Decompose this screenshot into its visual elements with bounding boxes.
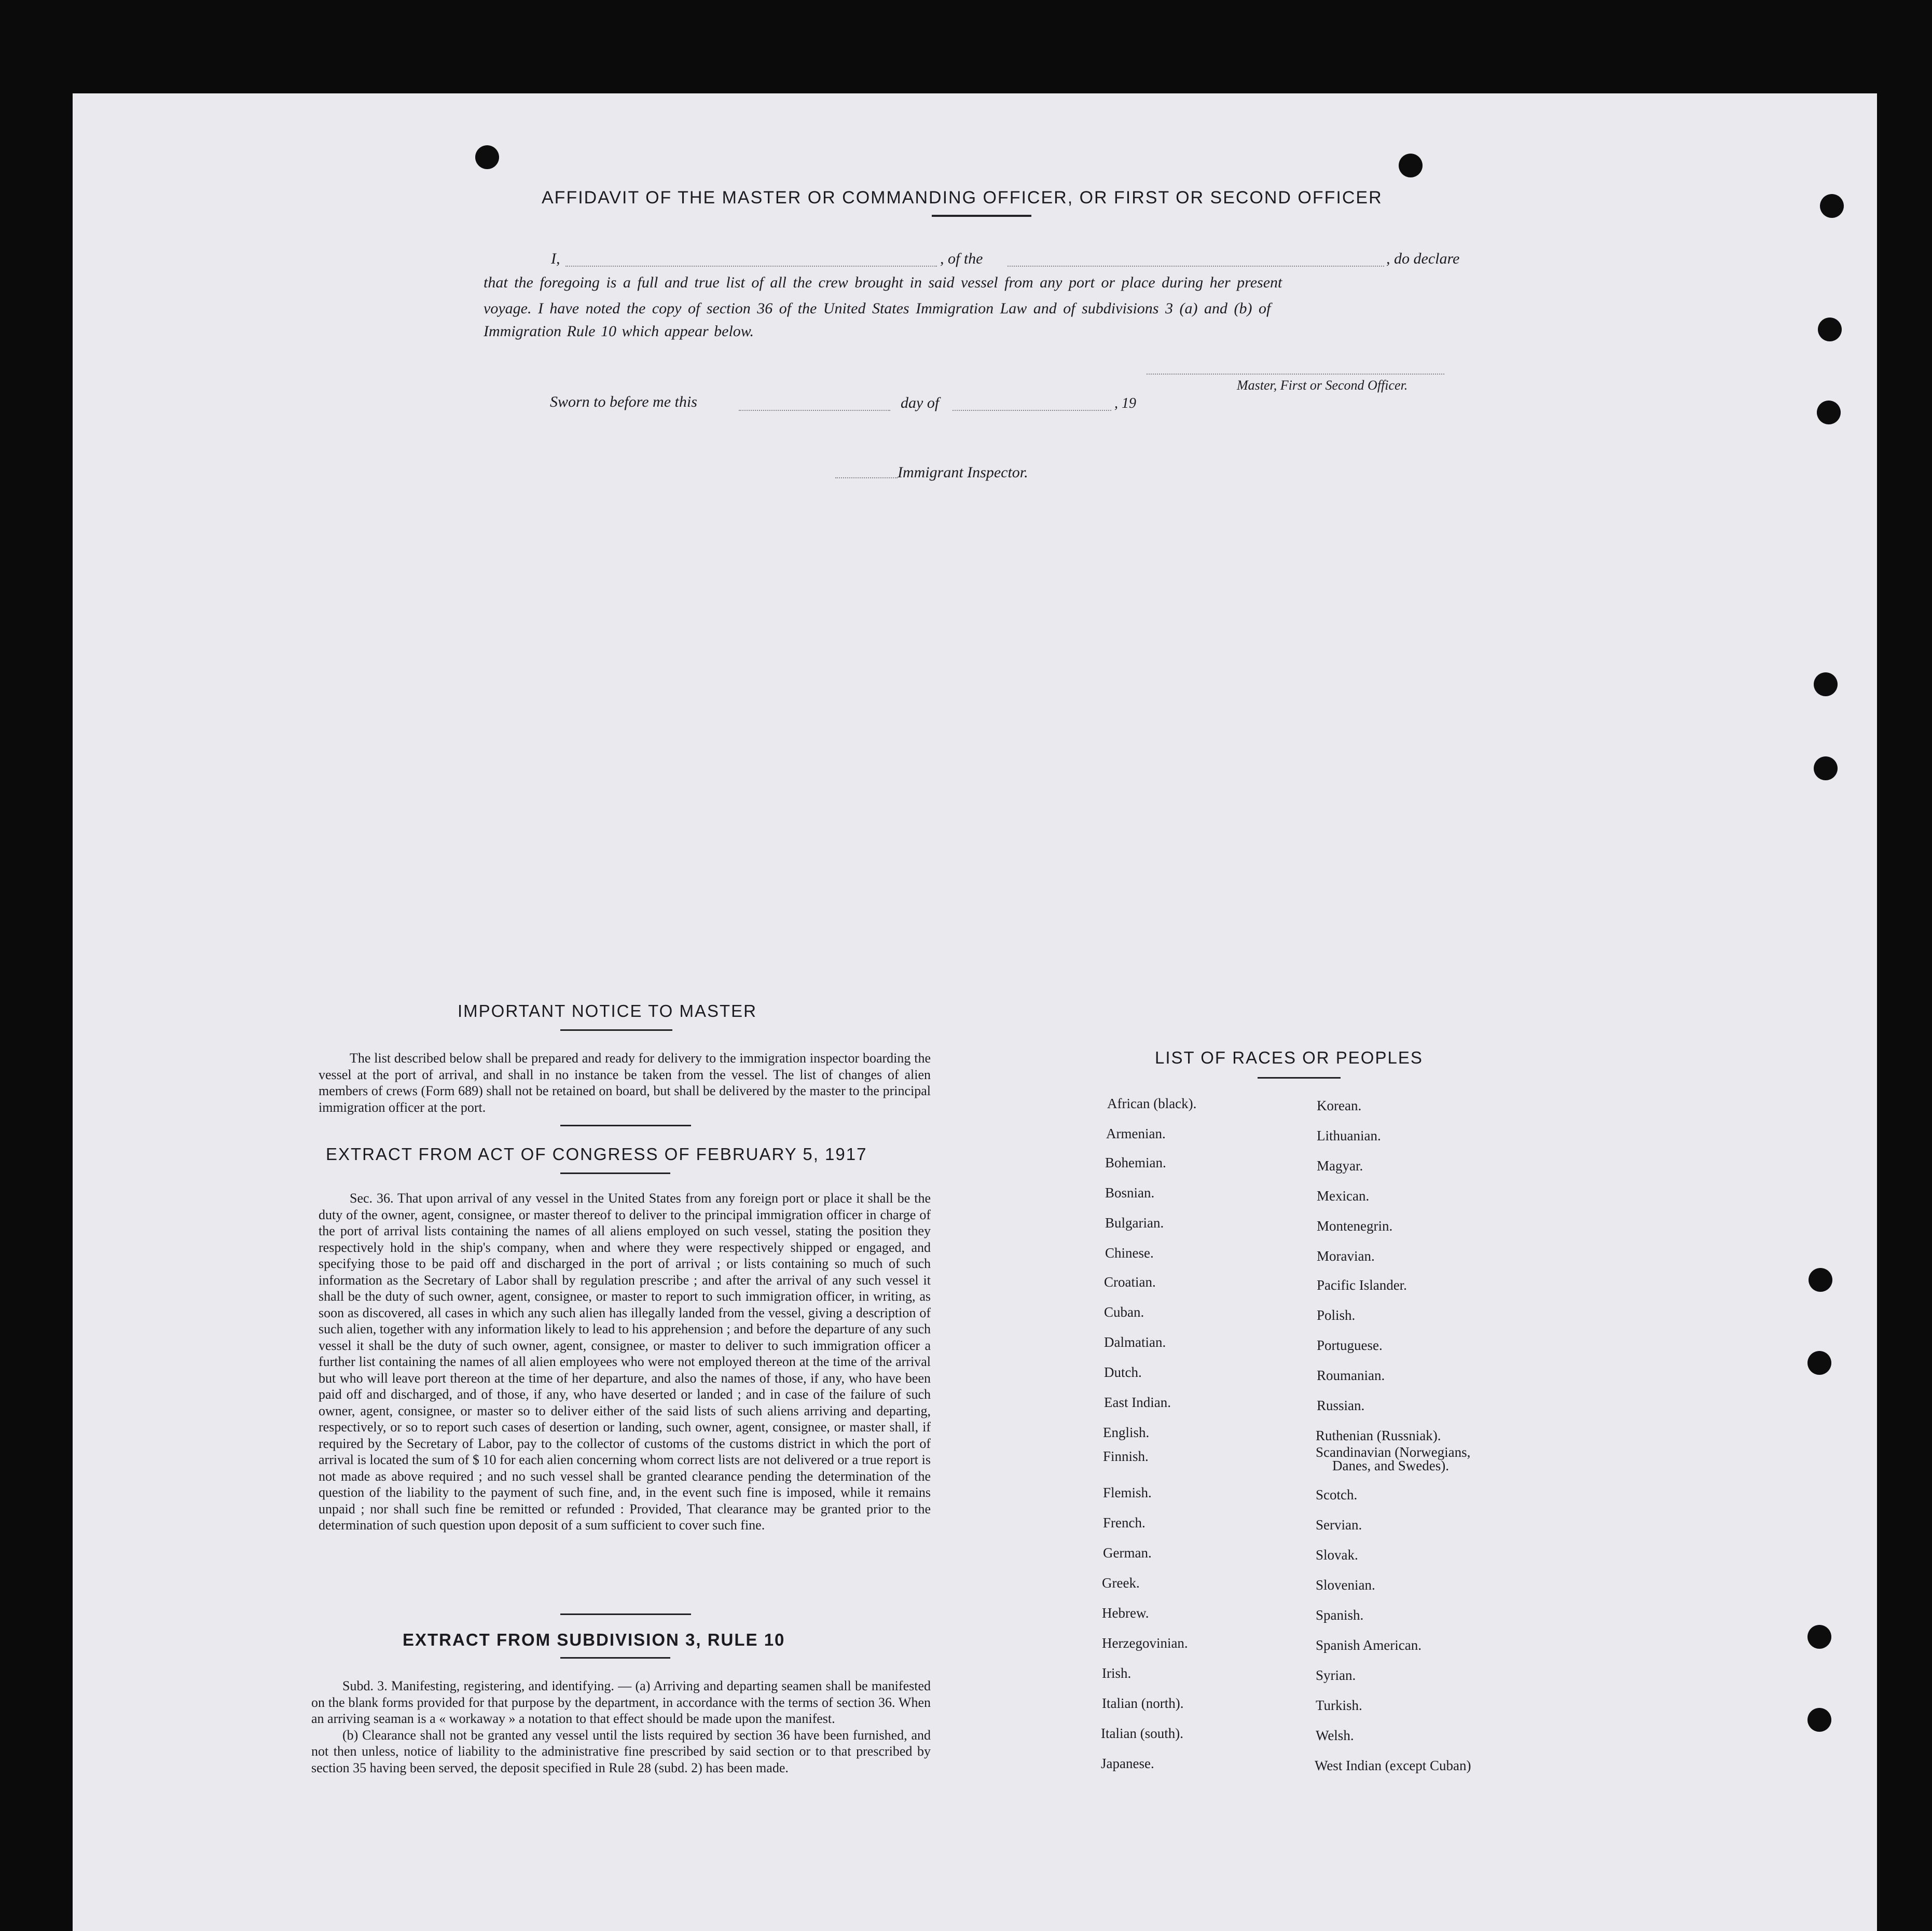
affidavit-line: voyage. I have noted the copy of section 36 of the United States Immigration Law and of subdivisions 3 (a) and (b) of	[484, 300, 1271, 317]
race-item: Italian (north).	[1102, 1695, 1184, 1711]
race-item: Polish.	[1317, 1307, 1356, 1323]
race-item: German.	[1103, 1545, 1152, 1561]
race-item: Ruthenian (Russniak).	[1316, 1428, 1441, 1443]
race-item: Lithuanian.	[1317, 1128, 1381, 1143]
race-item: Spanish American.	[1316, 1637, 1422, 1653]
race-item: Russian.	[1317, 1398, 1365, 1413]
race-item: Chinese.	[1105, 1245, 1154, 1261]
race-item: Syrian.	[1316, 1667, 1356, 1683]
rule-underline	[560, 1657, 670, 1659]
races-underline	[1258, 1077, 1341, 1079]
race-item: Scandinavian (Norwegians,	[1316, 1444, 1471, 1460]
punch-hole	[1814, 672, 1838, 696]
punch-hole	[1807, 1708, 1831, 1732]
punch-hole	[1817, 401, 1841, 424]
race-item: Turkish.	[1316, 1698, 1362, 1713]
affidavit-line: Immigration Rule 10 which appear below.	[484, 323, 754, 340]
signature-blank	[1147, 374, 1444, 375]
sworn-label: Sworn to before me this	[550, 393, 697, 410]
affidavit-of-the-label: , of the	[940, 250, 983, 267]
race-item: Slovenian.	[1316, 1577, 1375, 1593]
vessel-blank	[1008, 266, 1384, 267]
race-item: Moravian.	[1317, 1248, 1375, 1264]
punch-hole	[1809, 1268, 1832, 1292]
notice-title: IMPORTANT NOTICE TO MASTER	[458, 1001, 757, 1020]
race-item: Bohemian.	[1105, 1155, 1166, 1170]
punch-hole	[475, 145, 499, 169]
year-label: , 19	[1114, 395, 1136, 411]
affidavit-line: that the foregoing is a full and true list of all the crew brought in said vessel from any port or place during her present	[484, 274, 1282, 291]
race-item: Roumanian.	[1317, 1368, 1385, 1383]
punch-hole	[1807, 1351, 1831, 1375]
race-item: Welsh.	[1316, 1728, 1354, 1743]
race-item: English.	[1103, 1425, 1150, 1440]
affidavit-i-label: I,	[551, 250, 560, 267]
affidavit-declare-label: , do declare	[1386, 250, 1460, 267]
act-title: EXTRACT FROM ACT OF CONGRESS OF FEBRUARY 5, 1917	[326, 1144, 867, 1164]
sworn-month-blank	[953, 410, 1111, 411]
race-item: Magyar.	[1317, 1158, 1363, 1174]
race-item: Italian (south).	[1101, 1726, 1183, 1741]
race-item: Dutch.	[1104, 1364, 1142, 1380]
form-page	[73, 93, 1877, 1931]
name-blank	[565, 266, 937, 267]
title-underline	[932, 215, 1031, 217]
race-item: West Indian (except Cuban)	[1315, 1758, 1471, 1773]
race-item: Hebrew.	[1102, 1605, 1149, 1621]
race-item: Mexican.	[1317, 1188, 1370, 1204]
races-title: LIST OF RACES OR PEOPLES	[1155, 1048, 1423, 1067]
race-item: Greek.	[1102, 1575, 1140, 1591]
race-item: Slovak.	[1316, 1547, 1358, 1563]
race-item: Dalmatian.	[1104, 1334, 1166, 1350]
race-item: Japanese.	[1101, 1756, 1154, 1771]
affidavit-title: AFFIDAVIT OF THE MASTER OR COMMANDING OFFICER, OR FIRST OR SECOND OFFICER	[542, 188, 1383, 208]
race-item: Irish.	[1102, 1665, 1131, 1681]
race-item: Finnish.	[1103, 1449, 1149, 1464]
race-item: Croatian.	[1104, 1274, 1156, 1290]
race-item: Cuban.	[1104, 1304, 1144, 1320]
punch-hole	[1399, 154, 1423, 177]
sworn-day-blank	[739, 410, 890, 411]
notice-body	[319, 1050, 931, 1115]
day-of-label: day of	[901, 394, 940, 411]
race-item: Servian.	[1316, 1517, 1362, 1533]
act-underline	[560, 1173, 670, 1174]
punch-hole	[1807, 1625, 1831, 1649]
race-item: African (black).	[1107, 1096, 1197, 1111]
race-item: Flemish.	[1103, 1485, 1152, 1500]
race-item: Danes, and Swedes).	[1332, 1458, 1449, 1473]
race-item: Portuguese.	[1317, 1337, 1383, 1353]
notice-text: The list described below shall be prepared and ready for delivery to the immigration inspector boarding the vessel at the port of arrival, and shall in no instance be taken from the vessel. The list of changes of alien members of crews (Form 689) shall not be retained on board, but shall be delivered by the master to the principal immigration officer at the port.	[319, 1051, 931, 1115]
race-item: Bosnian.	[1105, 1185, 1155, 1201]
rule-para-a: Subd. 3. Manifesting, registering, and identifying. — (a) Arriving and departing seamen shall be manifested on the blank forms provided for that purpose by the department, in accordance with the terms of section 36. When an arriving seaman is a « workaway » a notation to that effect should be made upon the manifest.	[311, 1678, 931, 1726]
notice-underline	[560, 1029, 672, 1031]
section-divider	[560, 1125, 691, 1126]
race-item: Armenian.	[1106, 1126, 1166, 1141]
rule-para-b: (b) Clearance shall not be granted any vessel until the lists required by section 36 have been furnished, and not then unless, notice of liability to the administrative fine prescribed by said section or to that prescribed by section 35 having been served, the deposit specified in Rule 28 (subd. 2) has been made.	[311, 1727, 931, 1775]
race-item: French.	[1103, 1515, 1146, 1530]
inspector-blank	[835, 477, 898, 478]
punch-hole	[1818, 318, 1842, 341]
race-item: Spanish.	[1316, 1607, 1364, 1623]
act-text: Sec. 36. That upon arrival of any vessel in the United States from any foreign port or place it shall be the duty of the owner, agent, consignee, or master thereof to deliver to the principal immigration officer in charge of the port of arrival lists containing the names of all aliens employed on such vessel, stating the position they respectively hold in the ship's company, when and where they were respectively shipped or engaged, and specifying those to be paid off and discharged in the port of arrival ; or lists containing so much of such information as the Secretary of Labor shall by regulation prescribe ; and after the arrival of any such vessel it shall be the duty of such owner, agent, consignee, or master to report to such immigration officer, in writing, as soon as discovered, all cases in which any such alien has illegally landed from the vessel, giving a description of such alien, together with any information likely to lead to his apprehension ; and before the departure of any such vessel it shall be the duty of such owner, agent, consignee, or master to deliver to such immigration officer a further list containing the names of all alien employees who were not employed thereon at the time of the arrival but who will leave port thereon at the time of her departure, and also the names of those, if any, who have been paid off and discharged, and of those, if any, who have deserted or landed ; and in case of the failure of such owner, agent, consignee, or master so to deliver either of the said lists of such aliens arriving and departing, respectively, or so to report such cases of desertion or landing, such owner, agent, consignee, or master shall, if required by the Secretary of Labor, pay to the collector of customs of the customs district in which the port of arrival is located the sum of $ 10 for each alien concerning whom correct lists are not delivered or a true report is not made as above required ; and no such vessel shall be granted clearance pending the determination of the question of the liability to the payment of such fine, and, in the event such fine is imposed, while it remains unpaid ; nor shall such fine be remitted or refunded : Provided, That clearance may be granted prior to the determination of such question upon deposit of a sum sufficient to cover such fine.	[319, 1191, 931, 1533]
punch-hole	[1814, 756, 1838, 780]
race-item: Scotch.	[1316, 1487, 1358, 1502]
race-item: Montenegrin.	[1317, 1218, 1393, 1234]
signature-caption: Master, First or Second Officer.	[1237, 378, 1408, 393]
act-body	[319, 1190, 931, 1534]
race-item: Bulgarian.	[1105, 1215, 1164, 1231]
race-item: East Indian.	[1104, 1395, 1171, 1410]
race-item: Korean.	[1317, 1098, 1362, 1113]
inspector-caption: Immigrant Inspector.	[898, 464, 1028, 481]
punch-hole	[1820, 194, 1844, 218]
rule-body	[311, 1678, 931, 1776]
race-item: Pacific Islander.	[1317, 1277, 1407, 1293]
race-item: Herzegovinian.	[1102, 1635, 1188, 1651]
rule-title: EXTRACT FROM SUBDIVISION 3, RULE 10	[403, 1630, 785, 1649]
section-divider	[560, 1613, 691, 1615]
